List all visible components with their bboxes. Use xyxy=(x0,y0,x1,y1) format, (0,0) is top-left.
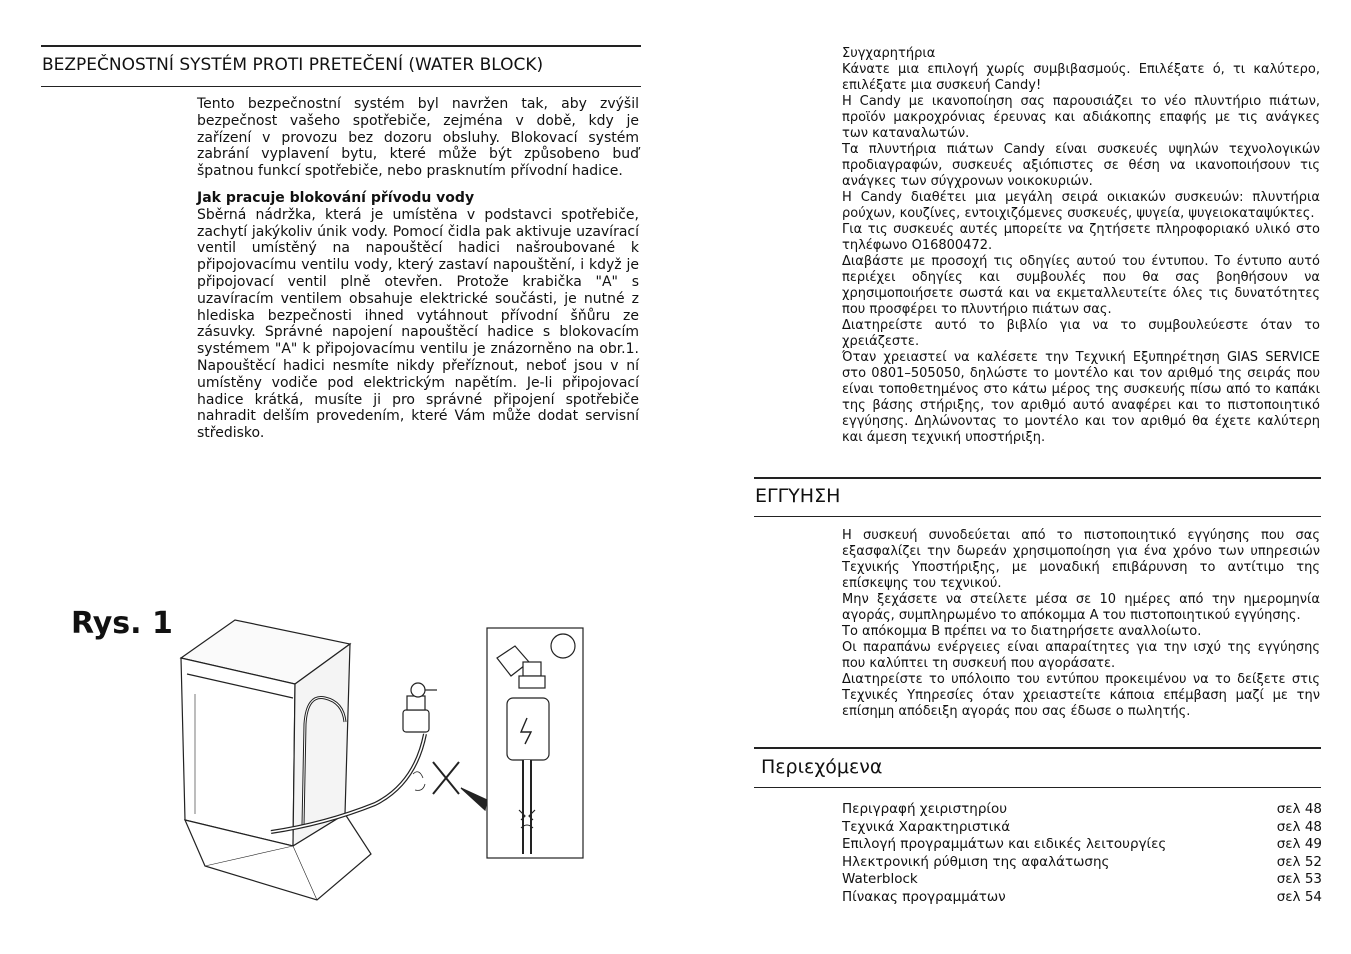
intro-paragraph: Η Candy διαθέτει μια μεγάλη σειρά οικιακών συσκευών: πλυντήρια ρούχων, κουζίνες, εντοιχιζόμενες συσκευές, ψυγεία, ψυγειοκαταψύκτες. xyxy=(842,190,1320,221)
detail-block-box xyxy=(507,698,549,760)
toc-page: σελ 49 xyxy=(1276,836,1322,853)
toc-page: σελ 52 xyxy=(1276,853,1322,870)
left-text-block xyxy=(197,96,639,442)
left-section-heading: BEZPEČNOSTNÍ SYSTÉM PROTI PRETEČENÍ (WATER BLOCK) xyxy=(42,55,544,75)
toc-row[interactable] xyxy=(842,871,1322,889)
toc-page: σελ 54 xyxy=(1276,888,1322,905)
intro-paragraph: Κάνατε μια επιλογή χωρίς συμβιβασμούς. Επιλέξατε ό, τι καλύτερο, επιλέξατε μια συσκευή Candy! xyxy=(842,62,1320,93)
intro-paragraph: Διατηρείστε αυτό το βιβλίο για να το συμβουλεύεστε όταν το χρειάζεστε. xyxy=(842,318,1320,349)
contents-heading: Περιεχόμενα xyxy=(761,756,883,778)
block-box-a xyxy=(403,710,429,732)
warranty-bottom-rule xyxy=(754,516,1321,517)
warranty-block xyxy=(842,528,1320,720)
warranty-heading: ΕΓΓΥΗΣΗ xyxy=(755,485,841,507)
intro-paragraph: Η Candy με ικανοποίηση σας παρουσιάζει το νέο πλυντήριο πιάτων, προϊόν μακροχρόνιας έρευνας και αδιάκοπης επαφής με τις ανάγκες των καταναλωτών. xyxy=(842,94,1320,141)
warranty-paragraph: Διατηρείστε το υπόλοιπο του εντύπου προκειμένου να το δείξετε στις Τεχνικές Υπηρεσίες όταν χρειαστείτε κάποια επέμβαση μαζί με την επίσημη απόδειξη αγοράς που σας έδωσε ο πωλητής. xyxy=(842,672,1320,719)
toc-title: Περιγραφή χειριστηρίου xyxy=(842,801,1008,817)
contents-top-rule xyxy=(754,747,1321,749)
figure-label: Rys. 1 xyxy=(71,606,173,641)
warranty-paragraph: Μην ξεχάσετε να στείλετε μέσα σε 10 ημέρες από την ημερομηνία αγοράς, συμπληρωμένο το απόκομμα Α του πιστοποιητικού εγγύησης. xyxy=(842,592,1320,623)
toc-row[interactable] xyxy=(842,819,1322,837)
left-heading-top-rule xyxy=(41,45,641,47)
toc-title: Ηλεκτρονική ρύθμιση της αφαλάτωσης xyxy=(842,853,1110,870)
intro-paragraph: Τα πλυντήρια πιάτων Candy είναι συσκευές υψηλών τεχνολογικών προδιαγραφών, συσκευές αξιόπιστες σε θέση να ικανοποιήσουν τις ανάγκες των σύγχρονων νοικοκυριών. xyxy=(842,142,1320,189)
toc-title: Τεχνικά Χαρακτηριστικά xyxy=(842,818,1011,835)
intro-paragraph: Για τις συσκευές αυτές μπορείτε να ζητήσετε πληροφοριακό υλικό στο τηλέφωνο O16800472. xyxy=(842,222,1320,253)
toc-page: σελ 48 xyxy=(1276,801,1322,817)
toc-title: Waterblock xyxy=(842,871,918,888)
left-subheading: Jak pracuje blokování přívodu vody xyxy=(197,189,475,206)
toc-page: σελ 48 xyxy=(1276,818,1322,835)
left-heading-bottom-rule xyxy=(41,86,641,87)
right-intro-block xyxy=(842,46,1320,446)
toc-row[interactable] xyxy=(842,889,1322,907)
waterblock-illustration xyxy=(175,614,595,914)
toc-title: Πίνακας προγραμμάτων xyxy=(842,888,1006,905)
callout-pointer xyxy=(461,788,487,810)
warranty-top-rule xyxy=(754,477,1321,479)
warranty-paragraph: Το απόκομμα Β πρέπει να το διατηρήσετε αναλλοίωτο. xyxy=(842,624,1202,639)
toc-title: Επιλογή προγραμμάτων και ειδικές λειτουργίες xyxy=(842,836,1167,853)
toc-row[interactable] xyxy=(842,836,1322,854)
intro-paragraph: Διαβάστε με προσοχή τις οδηγίες αυτού του έντυπου. Το έντυπο αυτό περιέχει οδηγίες και συμβουλές που θα σας βοηθήσουν να χρησιμοποιήσετε σωστά και να εκμεταλλευτείτε όλες τις δυνατότητες που προσφέρει το πλυντήριο πιάτων σας. xyxy=(842,254,1320,317)
intro-paragraph: Συγχαρητήρια xyxy=(842,46,936,61)
table-of-contents xyxy=(842,801,1322,907)
intro-paragraph: Όταν χρειαστεί να καλέσετε την Τεχνική Εξυπηρέτηση GIAS SERVICE στο 0801–505050, δηλώστε το μοντέλο και τον αριθμό της σειράς που είναι τοποθετημένος στο κάτω μέρος της συσκευής πίσω από το καπάκι της βάσης στήριξης, τον αριθμό αυτό αναφέρει και το πιστοποιητικό εγγύησης. Δηλώνοντας το μοντέλο και τον αριθμό θα έχετε καλύτερη και άμεση τεχνική υποστήριξη. xyxy=(842,350,1320,445)
contents-bottom-rule xyxy=(754,787,1321,788)
left-body-paragraph: Sběrná nádržka, která je umístěna v podstavci spotřebiče, zachytí jakýkoliv únik vody. Pomocí čidla pak aktivuje uzavírací ventil umístěný na napouštěcí hadici našroubované k připojovacímu ventilu vody, který zastaví napouštění, i když je připojovací ventil plně otevřen. Protože krabička "A" s uzavíracím ventilem obsahuje elektrické součásti, je nutné z hlediska bezpečnosti ihned vytáhnout přívodní šňůru ze zásuvky. Správné napojení napouštěcí hadice s blokovacím systémem "A" k připojovacímu ventilu je znázorněno na obr.1. Napouštěcí hadici nesmíte nikdy přeříznout, neboť jsou v ní umístěny vodiče pod elektrickým napětím. Je-li připojovací hadice krátká, musíte ji pro správné připojení spotřebiče nahradit delším provedením, které Vám může dodat servisní středisko. xyxy=(197,206,639,442)
left-intro-paragraph: Tento bezpečnostní systém byl navržen tak, aby zvýšil bezpečnost vašeho spotřebiče, zejména v době, kdy je zařízení v provozu bez dozoru obsluhy. Blokovací systém zabrání vyplavení bytu, které může být způsobeno buď špatnou funkcí spotřebiče, nebo prasknutím přívodní hadice. xyxy=(197,96,639,180)
toc-row[interactable] xyxy=(842,854,1322,872)
warranty-paragraph: Οι παραπάνω ενέργειες είναι απαραίτητες για την ισχύ της εγγύησης που καλύπτει τη συσκευή που αγοράσατε. xyxy=(842,640,1320,671)
toc-page: σελ 53 xyxy=(1276,871,1322,888)
toc-row[interactable] xyxy=(842,801,1322,819)
warranty-paragraph: Η συσκευή συνοδεύεται από το πιστοποιητικό εγγύησης που σας εξασφαλίζει την δωρεάν χρησιμοποίηση για ένα χρόνο των υπηρεσιών Τεχνικής Υποστήριξης, με μοναδική επιβάρυνση το αντίτιμο της επίσκεψης του τεχνικού. xyxy=(842,528,1320,591)
dishwasher-front xyxy=(181,658,295,846)
